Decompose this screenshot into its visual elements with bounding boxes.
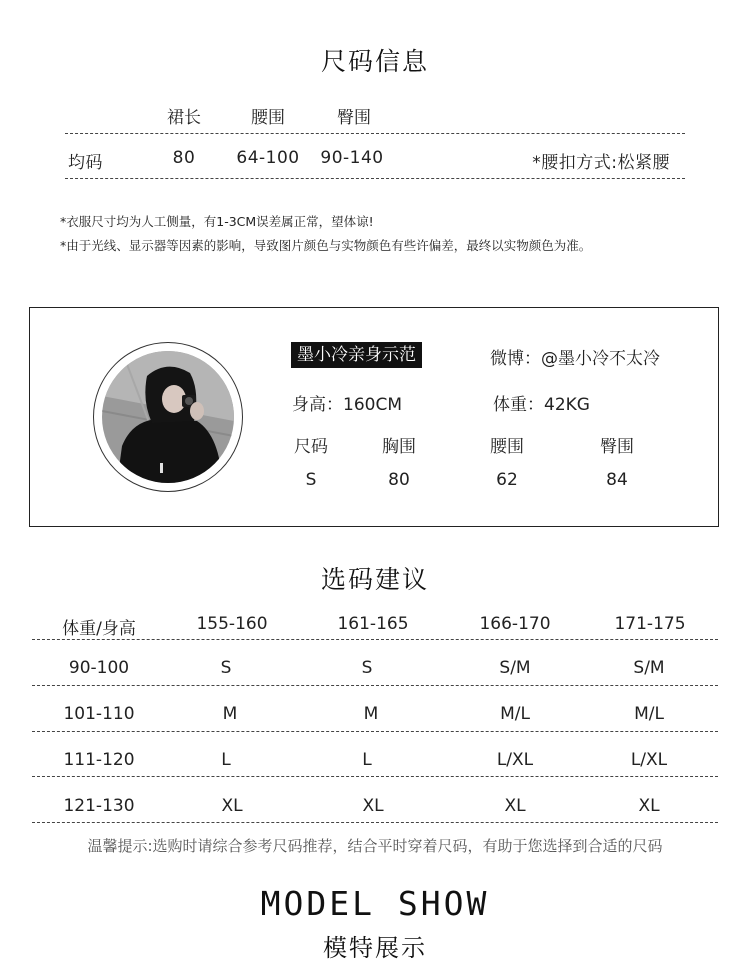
- divider: [32, 639, 718, 640]
- rec-cell: S: [220, 658, 232, 678]
- divider: [32, 685, 718, 686]
- rec-header-weight-height: 体重/身高: [62, 619, 136, 639]
- recommend-tip: 温馨提示:选购时请综合参考尺码推荐，结合平时穿着尺码，有助于您选择到合适的尺码: [87, 837, 663, 855]
- rec-cell: L: [221, 750, 231, 770]
- rec-weight: 111-120: [63, 750, 135, 770]
- divider: [32, 776, 718, 777]
- model-header-waist: 腰围: [490, 437, 524, 457]
- avatar: [102, 351, 234, 483]
- rec-cell: XL: [221, 796, 243, 816]
- model-header-hip: 臀围: [600, 437, 634, 457]
- rec-header-col: 155-160: [196, 614, 268, 634]
- divider: [32, 822, 718, 823]
- model-show-subtitle: 模特展示: [323, 934, 427, 962]
- rec-cell: S: [361, 658, 373, 678]
- header-waist: 腰围: [251, 108, 285, 128]
- rec-cell: L/XL: [496, 750, 534, 770]
- rec-cell: M: [222, 704, 238, 724]
- rec-cell: S/M: [499, 658, 531, 678]
- color-note: *由于光线、显示器等因素的影响，导致图片颜色与实物颜色有些许偏差，最终以实物颜色为准。: [60, 238, 592, 253]
- rec-cell: L/XL: [630, 750, 668, 770]
- model-chest-value: 80: [388, 470, 410, 490]
- model-name-badge: 墨小冷亲身示范: [291, 342, 422, 368]
- rec-cell: XL: [362, 796, 384, 816]
- rec-cell: S/M: [633, 658, 665, 678]
- rec-cell: M/L: [500, 704, 530, 724]
- rec-header-col: 166-170: [479, 614, 551, 634]
- header-hip: 臀围: [337, 108, 371, 128]
- recommend-title: 选码建议: [320, 565, 429, 594]
- rec-cell: XL: [638, 796, 660, 816]
- rec-weight: 90-100: [68, 658, 130, 678]
- weibo-handle: 微博：@墨小冷不太冷: [490, 349, 660, 369]
- rec-weight: 121-130: [63, 796, 135, 816]
- size-info-title: 尺码信息: [320, 47, 429, 76]
- rec-weight: 101-110: [63, 704, 135, 724]
- model-weight: 体重：42KG: [493, 395, 590, 415]
- header-skirt-length: 裙长: [167, 108, 201, 128]
- waist-buckle-note: *腰扣方式:松紧腰: [532, 153, 670, 173]
- model-waist-value: 62: [496, 470, 518, 490]
- model-height: 身高：160CM: [292, 395, 402, 415]
- model-header-chest: 胸围: [382, 437, 416, 457]
- divider: [32, 731, 718, 732]
- waist-value: 64-100: [236, 148, 300, 168]
- rec-cell: M/L: [634, 704, 664, 724]
- rec-cell: M: [363, 704, 379, 724]
- model-hip-value: 84: [606, 470, 628, 490]
- rec-header-col: 171-175: [614, 614, 686, 634]
- skirt-length-value: 80: [172, 148, 196, 168]
- divider: [65, 178, 685, 179]
- rec-cell: XL: [504, 796, 526, 816]
- model-show-title: MODEL SHOW: [260, 884, 490, 923]
- divider: [65, 133, 685, 134]
- rec-cell: L: [362, 750, 372, 770]
- rec-header-col: 161-165: [337, 614, 409, 634]
- model-size-value: S: [305, 470, 317, 490]
- model-header-size: 尺码: [294, 437, 328, 457]
- size-label: 均码: [68, 153, 103, 173]
- measurement-note: *衣服尺寸均为人工侧量，有1-3CM误差属正常，望体谅!: [60, 214, 374, 229]
- hip-value: 90-140: [320, 148, 384, 168]
